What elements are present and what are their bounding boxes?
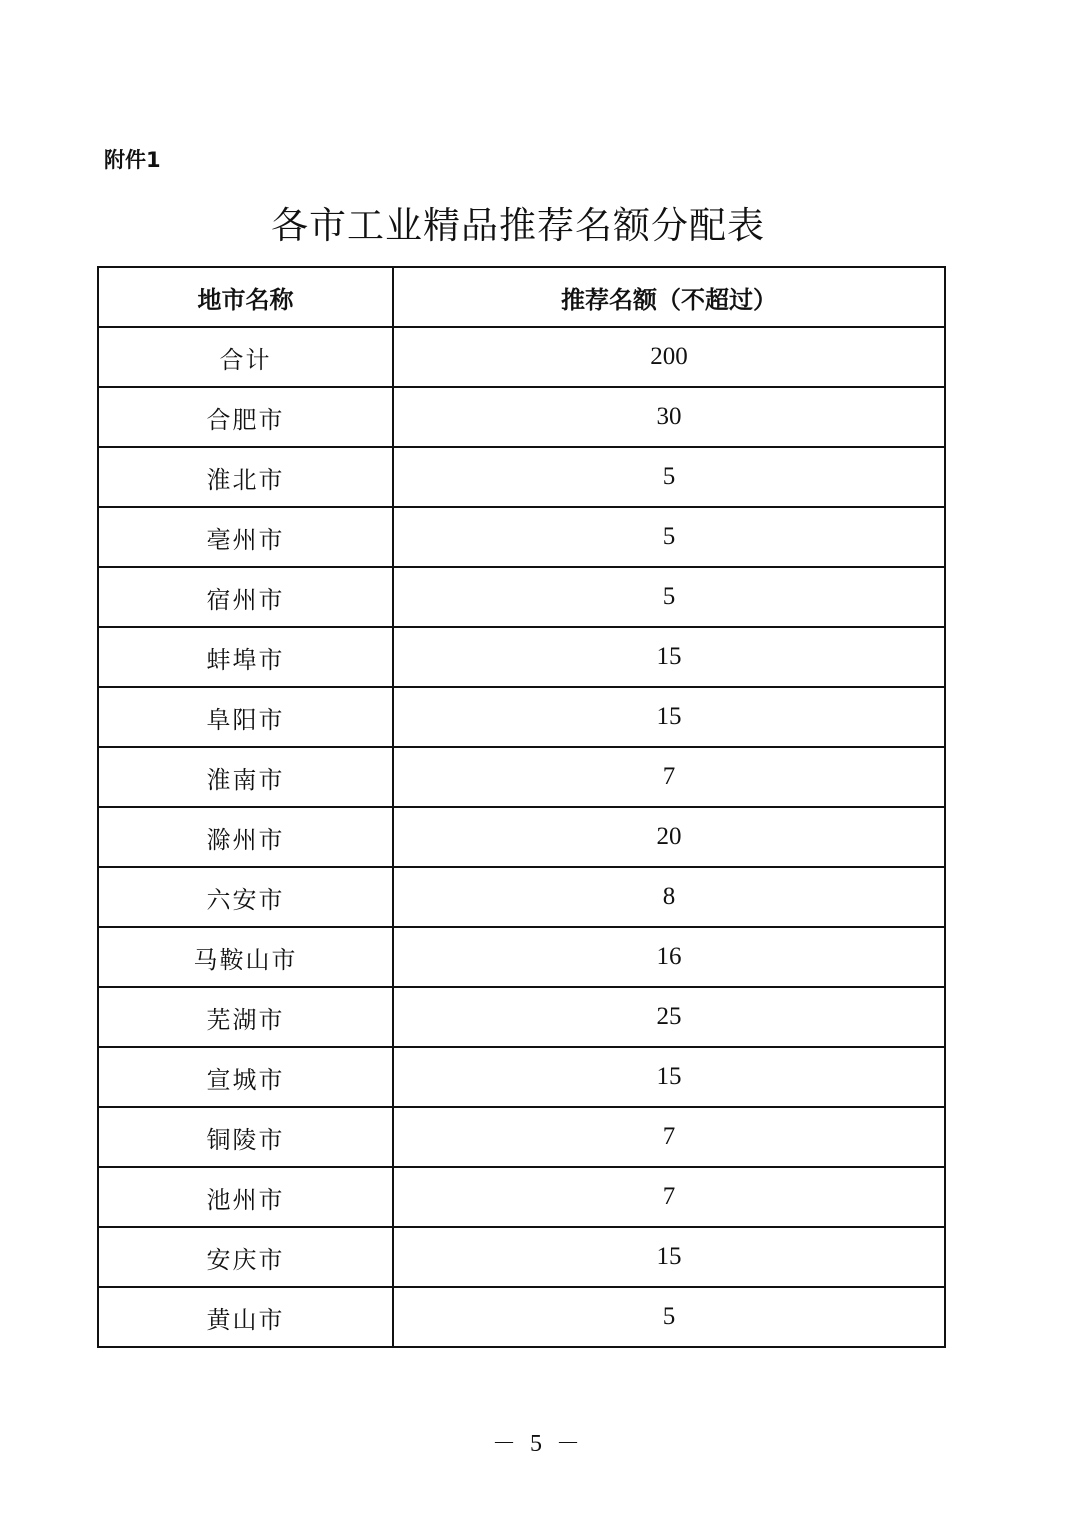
quota-cell: 16	[393, 927, 945, 987]
table-row	[98, 987, 945, 1047]
attachment-label: 附件1	[104, 148, 161, 172]
city-cell: 芜湖市	[98, 987, 393, 1047]
city-cell: 合肥市	[98, 387, 393, 447]
city-cell: 合计	[98, 327, 393, 387]
quota-cell: 7	[393, 747, 945, 807]
quota-cell: 5	[393, 447, 945, 507]
quota-cell: 7	[393, 1107, 945, 1167]
table-row	[98, 1287, 945, 1347]
table-row	[98, 1047, 945, 1107]
city-cell: 蚌埠市	[98, 627, 393, 687]
city-cell: 亳州市	[98, 507, 393, 567]
city-cell: 淮南市	[98, 747, 393, 807]
city-cell: 安庆市	[98, 1227, 393, 1287]
header-city: 地市名称	[98, 267, 393, 327]
quota-cell: 7	[393, 1167, 945, 1227]
quota-cell: 5	[393, 507, 945, 567]
quota-cell: 5	[393, 567, 945, 627]
quota-cell: 20	[393, 807, 945, 867]
table-row	[98, 1167, 945, 1227]
table-row	[98, 1227, 945, 1287]
quota-cell: 15	[393, 687, 945, 747]
city-cell: 宿州市	[98, 567, 393, 627]
table-row	[98, 627, 945, 687]
quota-cell: 15	[393, 627, 945, 687]
quota-cell: 15	[393, 1227, 945, 1287]
table-row	[98, 387, 945, 447]
table-row	[98, 1107, 945, 1167]
table-row	[98, 567, 945, 627]
city-cell: 宣城市	[98, 1047, 393, 1107]
table-row	[98, 867, 945, 927]
quota-table	[97, 266, 946, 1348]
city-cell: 池州市	[98, 1167, 393, 1227]
quota-cell: 200	[393, 327, 945, 387]
city-cell: 滁州市	[98, 807, 393, 867]
table-row	[98, 327, 945, 387]
city-cell: 淮北市	[98, 447, 393, 507]
city-cell: 铜陵市	[98, 1107, 393, 1167]
city-cell: 黄山市	[98, 1287, 393, 1347]
table-row	[98, 927, 945, 987]
city-cell: 六安市	[98, 867, 393, 927]
quota-cell: 30	[393, 387, 945, 447]
page-number: － 5 －	[492, 1431, 584, 1457]
table-row	[98, 807, 945, 867]
table-header-row	[98, 267, 945, 327]
header-quota: 推荐名额（不超过）	[393, 267, 945, 327]
table-row	[98, 687, 945, 747]
document-title: 各市工业精品推荐名额分配表	[271, 204, 765, 247]
city-cell: 阜阳市	[98, 687, 393, 747]
table-row	[98, 507, 945, 567]
city-cell: 马鞍山市	[98, 927, 393, 987]
table-row	[98, 747, 945, 807]
quota-cell: 8	[393, 867, 945, 927]
table-row	[98, 447, 945, 507]
quota-cell: 25	[393, 987, 945, 1047]
quota-cell: 5	[393, 1287, 945, 1347]
quota-cell: 15	[393, 1047, 945, 1107]
